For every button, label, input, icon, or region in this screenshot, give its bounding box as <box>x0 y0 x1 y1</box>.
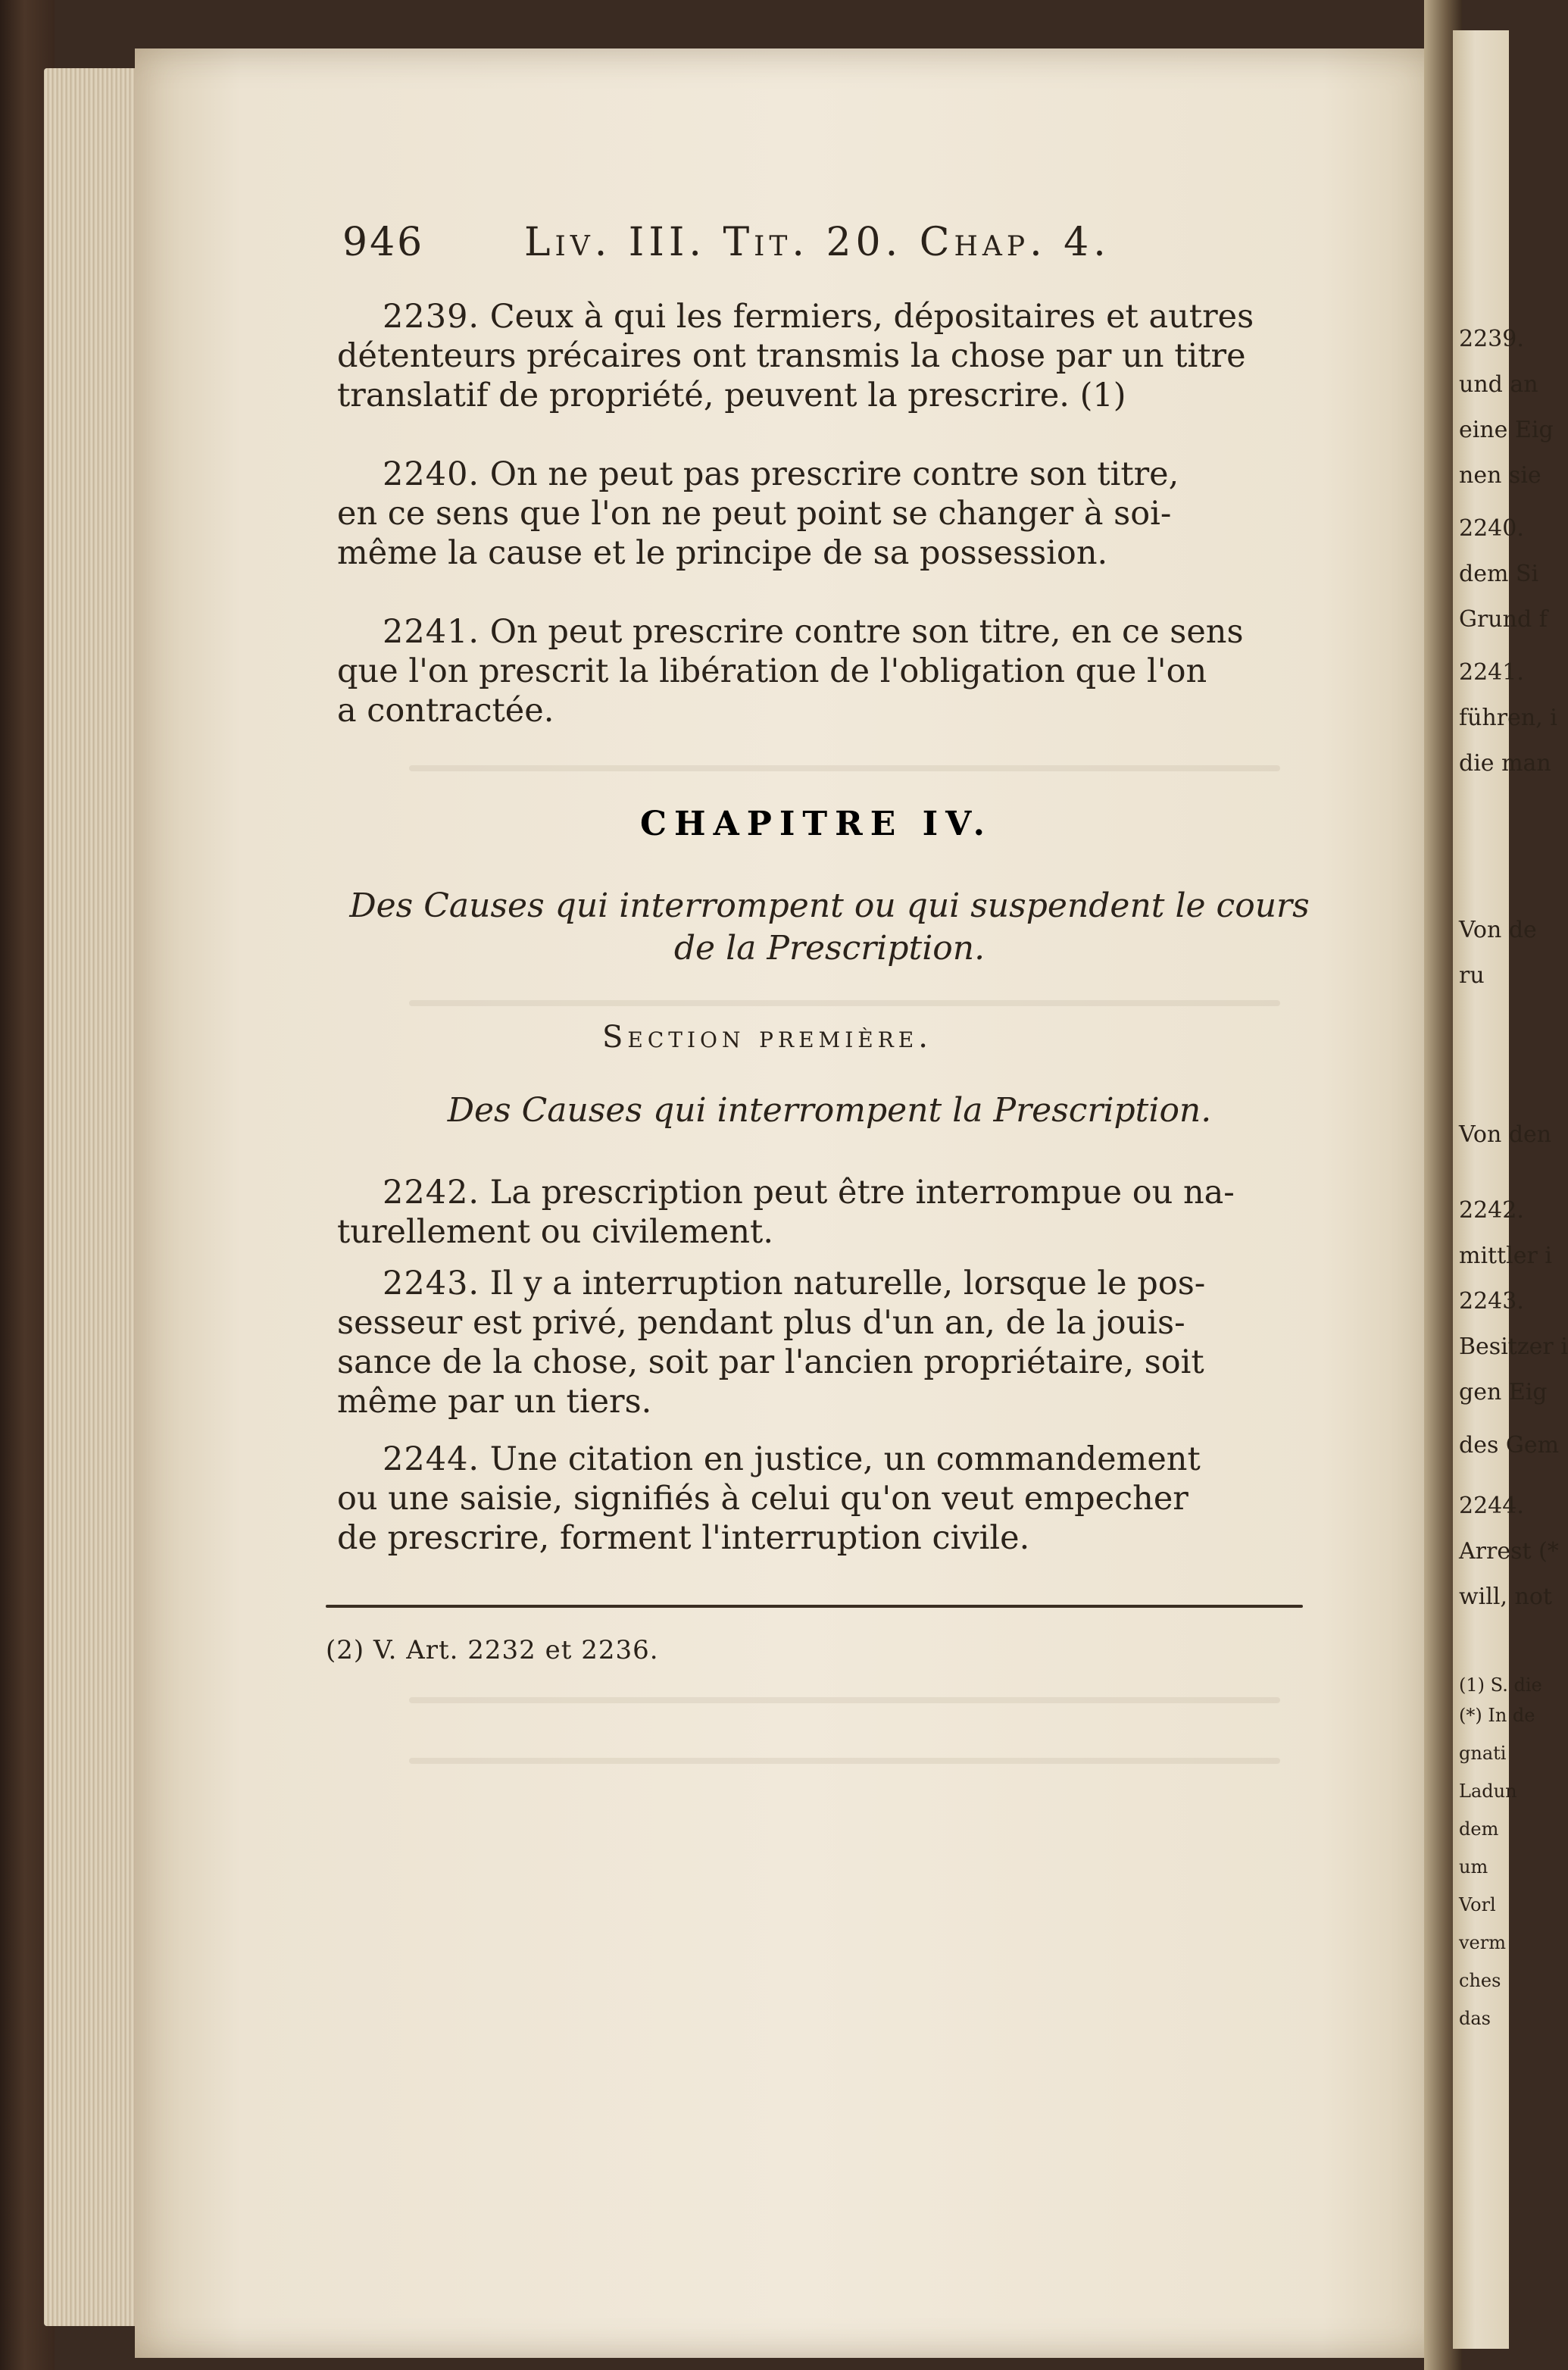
facing-text: 2239. <box>1459 326 1524 352</box>
facing-text: Von de <box>1459 917 1537 943</box>
section-heading: Section première. <box>602 1020 932 1055</box>
article-line <box>337 1264 1326 1303</box>
facing-text: ru <box>1459 962 1485 989</box>
article-line <box>337 1440 1326 1479</box>
article-number: 2244. <box>383 1440 480 1478</box>
facing-text: will, not <box>1459 1584 1552 1610</box>
facing-text: das <box>1459 2008 1491 2029</box>
facing-text: 2242. <box>1459 1197 1524 1224</box>
facing-text: des Gem <box>1459 1432 1560 1459</box>
facing-text: dem <box>1459 1818 1499 1840</box>
article-line: même par un tiers. <box>337 1383 652 1421</box>
facing-text: Arrest (* <box>1459 1538 1559 1565</box>
facing-text: (*) In de <box>1459 1705 1535 1726</box>
article-text: Il y a interruption naturelle, lorsque le pos- <box>489 1265 1206 1302</box>
facing-text: um <box>1459 1856 1488 1878</box>
article-line: translatif de propriété, peuvent la prescrire. (1) <box>337 377 1126 414</box>
article-line <box>337 612 1326 652</box>
article-number: 2242. <box>383 1174 480 1212</box>
article-2241 <box>337 612 1326 730</box>
show-through <box>409 1758 1280 1764</box>
article-line: a contractée. <box>337 692 554 730</box>
facing-text: Grund f <box>1459 606 1548 633</box>
facing-text: Besitzer i <box>1459 1334 1568 1360</box>
facing-text: 2243. <box>1459 1288 1524 1315</box>
article-number: 2240. <box>383 455 480 493</box>
article-text: La prescription peut être interrompue ou na- <box>489 1174 1235 1212</box>
section-subtitle: Des Causes qui interrompent la Prescription. <box>447 1091 1212 1130</box>
article-line <box>337 1173 1326 1212</box>
article-line: détenteurs précaires ont transmis la chose par un titre <box>337 337 1246 375</box>
article-line <box>337 297 1326 336</box>
facing-text: nen sie <box>1459 462 1541 489</box>
article-line: sesseur est privé, pendant plus d'un an, de la jouis- <box>337 1304 1185 1342</box>
article-line: en ce sens que l'on ne peut point se changer à soi- <box>337 495 1172 533</box>
running-title: Liv. III. Tit. 20. Chap. 4. <box>524 220 1110 265</box>
article-line: turellement ou civilement. <box>337 1213 773 1251</box>
article-line: sance de la chose, soit par l'ancien propriétaire, soit <box>337 1343 1204 1381</box>
article-2240 <box>337 455 1326 573</box>
facing-text: gnati <box>1459 1743 1507 1764</box>
footnote-rule <box>326 1605 1303 1608</box>
article-line: même la cause et le principe de sa possession. <box>337 534 1108 572</box>
facing-text: eine Eig <box>1459 417 1554 443</box>
facing-text: und an <box>1459 371 1538 398</box>
facing-text: gen Eig <box>1459 1379 1548 1405</box>
article-number: 2241. <box>383 613 480 651</box>
chapter-subtitle-line: Des Causes qui interrompent ou qui suspendent le cours <box>349 886 1310 925</box>
article-text: Une citation en justice, un commandement <box>489 1440 1201 1478</box>
facing-text: 2244. <box>1459 1493 1524 1519</box>
article-line: que l'on prescrit la libération de l'obligation que l'on <box>337 652 1207 690</box>
article-number: 2243. <box>383 1265 480 1302</box>
article-2243 <box>337 1264 1326 1421</box>
show-through <box>409 765 1280 771</box>
facing-text: Ladun <box>1459 1781 1517 1802</box>
facing-text: führen, i <box>1459 705 1557 731</box>
facing-text: verm <box>1459 1932 1506 1953</box>
facing-text: (1) S. die <box>1459 1674 1542 1696</box>
article-line: de prescrire, forment l'interruption civile. <box>337 1519 1030 1557</box>
article-line: ou une saisie, signifiés à celui qu'on veut empecher <box>337 1480 1188 1518</box>
chapter-subtitle <box>333 885 1326 970</box>
facing-text: die man <box>1459 750 1551 777</box>
article-2244 <box>337 1440 1326 1558</box>
show-through <box>409 1000 1280 1006</box>
chapter-heading: CHAPITRE IV. <box>640 805 992 843</box>
article-text: Ceux à qui les fermiers, dépositaires et autres <box>489 298 1254 336</box>
show-through <box>409 1697 1280 1703</box>
page-number: 946 <box>342 220 425 265</box>
footnote: (2) V. Art. 2232 et 2236. <box>326 1635 659 1665</box>
facing-text: mittler i <box>1459 1243 1552 1269</box>
chapter-subtitle-line: de la Prescription. <box>673 929 985 968</box>
facing-text: 2241. <box>1459 659 1524 686</box>
facing-text: dem Si <box>1459 561 1539 587</box>
facing-text: Vorl <box>1459 1894 1496 1915</box>
article-2239 <box>337 297 1326 415</box>
article-line <box>337 455 1326 494</box>
facing-text: 2240. <box>1459 515 1524 542</box>
article-number: 2239. <box>383 298 480 336</box>
article-text: On peut prescrire contre son titre, en ce sens <box>489 613 1244 651</box>
article-text: On ne peut pas prescrire contre son titre, <box>489 455 1179 493</box>
facing-text: ches <box>1459 1970 1501 1991</box>
article-2242 <box>337 1173 1326 1252</box>
facing-text: Von den <box>1459 1121 1552 1148</box>
facing-page-fragment <box>1453 30 1568 2349</box>
